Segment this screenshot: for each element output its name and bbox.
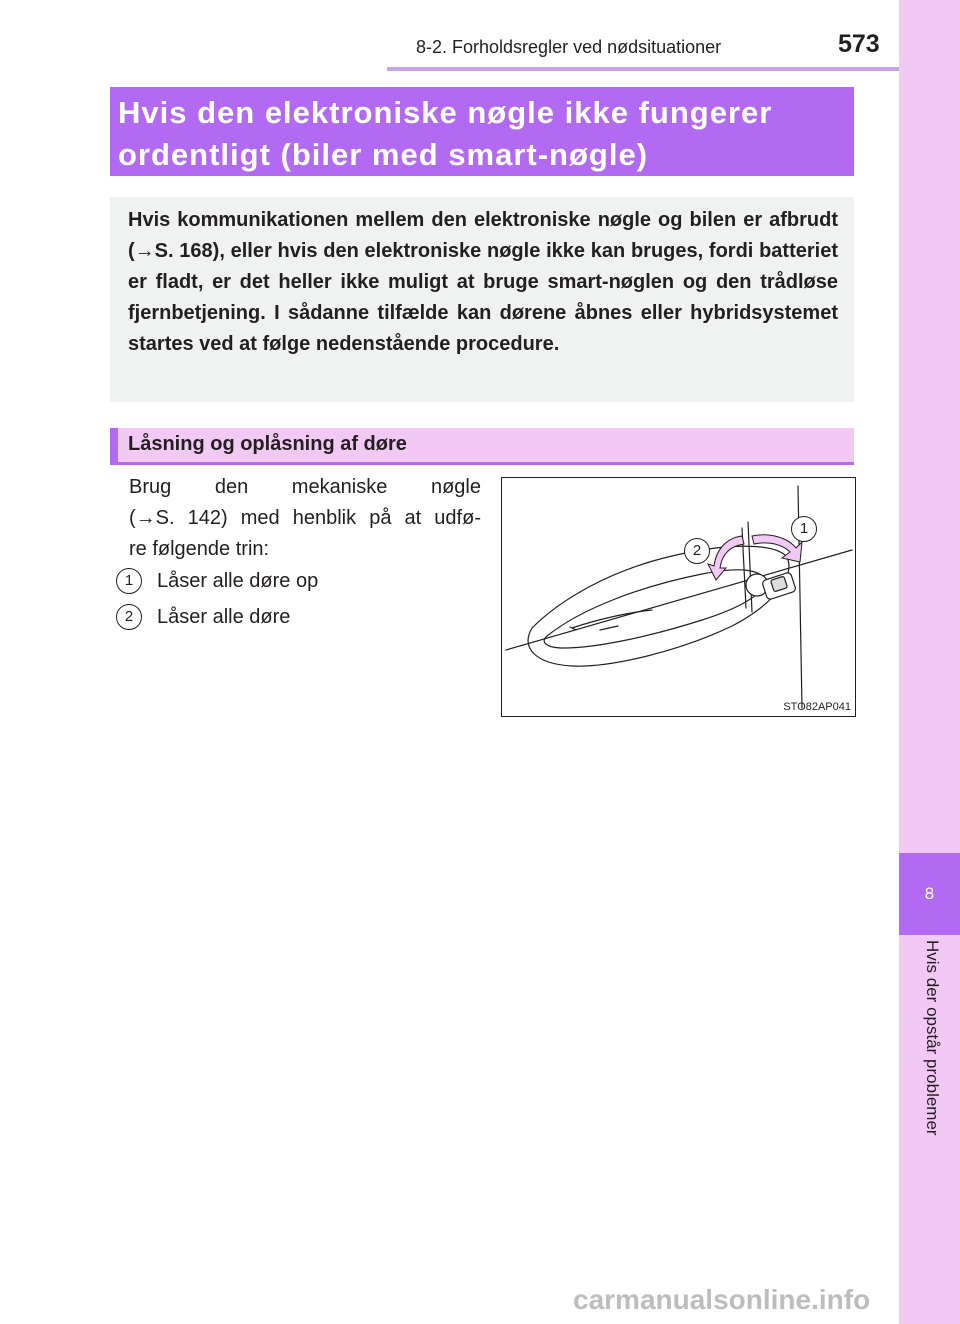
door-handle-drawing — [502, 478, 855, 716]
step-1-text: Låser alle døre op — [157, 569, 319, 592]
leader-line — [748, 522, 752, 612]
intro-line-1: Hvis kommunikationen mellem den elektroniske nøgle og bilen — [128, 209, 737, 231]
page-number: 573 — [838, 30, 880, 58]
step-2-text: Låser alle døre — [157, 605, 291, 628]
callout-1-badge: 1 — [791, 516, 817, 542]
step-2-number-badge: 2 — [116, 604, 142, 630]
intro-line-6: nedenstående procedure. — [315, 333, 560, 355]
step-2 — [116, 603, 290, 631]
intro-line-2: er afbrudt (→S. 168), eller hvis den elektroniske nøgle ikke kan — [128, 209, 839, 262]
subheading-rule — [110, 462, 854, 465]
intro-line-3: bruges, fordi batteriet er fladt, er det heller ikke muligt at bruge — [128, 240, 839, 293]
body-paragraph — [129, 472, 481, 565]
page-title — [118, 92, 848, 176]
header-rule — [387, 67, 899, 71]
step-1 — [116, 567, 318, 595]
step-1-number-badge: 1 — [116, 568, 142, 594]
page-title-line-2: ordentligt (biler med smart-nøgle) — [118, 137, 649, 172]
door-handle-illustration — [501, 477, 856, 717]
door-handle — [544, 570, 764, 648]
chapter-label: Hvis der opstår problemer — [923, 940, 942, 1136]
section-subheading: Låsning og oplåsning af døre — [128, 433, 407, 455]
watermark: carmanualsonline.info — [573, 1284, 871, 1315]
chapter-number-box — [899, 853, 960, 935]
intro-paragraph — [128, 205, 838, 360]
intro-line-5: kan dørene åbnes eller hybridsystemet startes ved at følge — [128, 302, 838, 355]
subheading-accent — [110, 428, 118, 463]
figure-code: STO82AP041 — [783, 701, 851, 713]
page-title-line-1: Hvis den elektroniske nøgle ikke fungerer — [118, 95, 773, 130]
body-line-3: re følgende trin: — [129, 538, 270, 560]
body-line-1: Brug den mekaniske nøgle — [129, 476, 481, 498]
callout-2-badge: 2 — [684, 538, 710, 564]
lock-arrow-icon — [708, 536, 744, 580]
chapter-number: 8 — [924, 884, 935, 903]
intro-line-4: smart-nøglen og den trådløse fjernbetjening. I sådanne tilfælde — [128, 271, 839, 324]
body-line-2: (→S. 142) med henblik på at udfø- — [129, 507, 481, 529]
header-section-title: 8-2. Forholdsregler ved nødsituationer — [416, 37, 722, 57]
